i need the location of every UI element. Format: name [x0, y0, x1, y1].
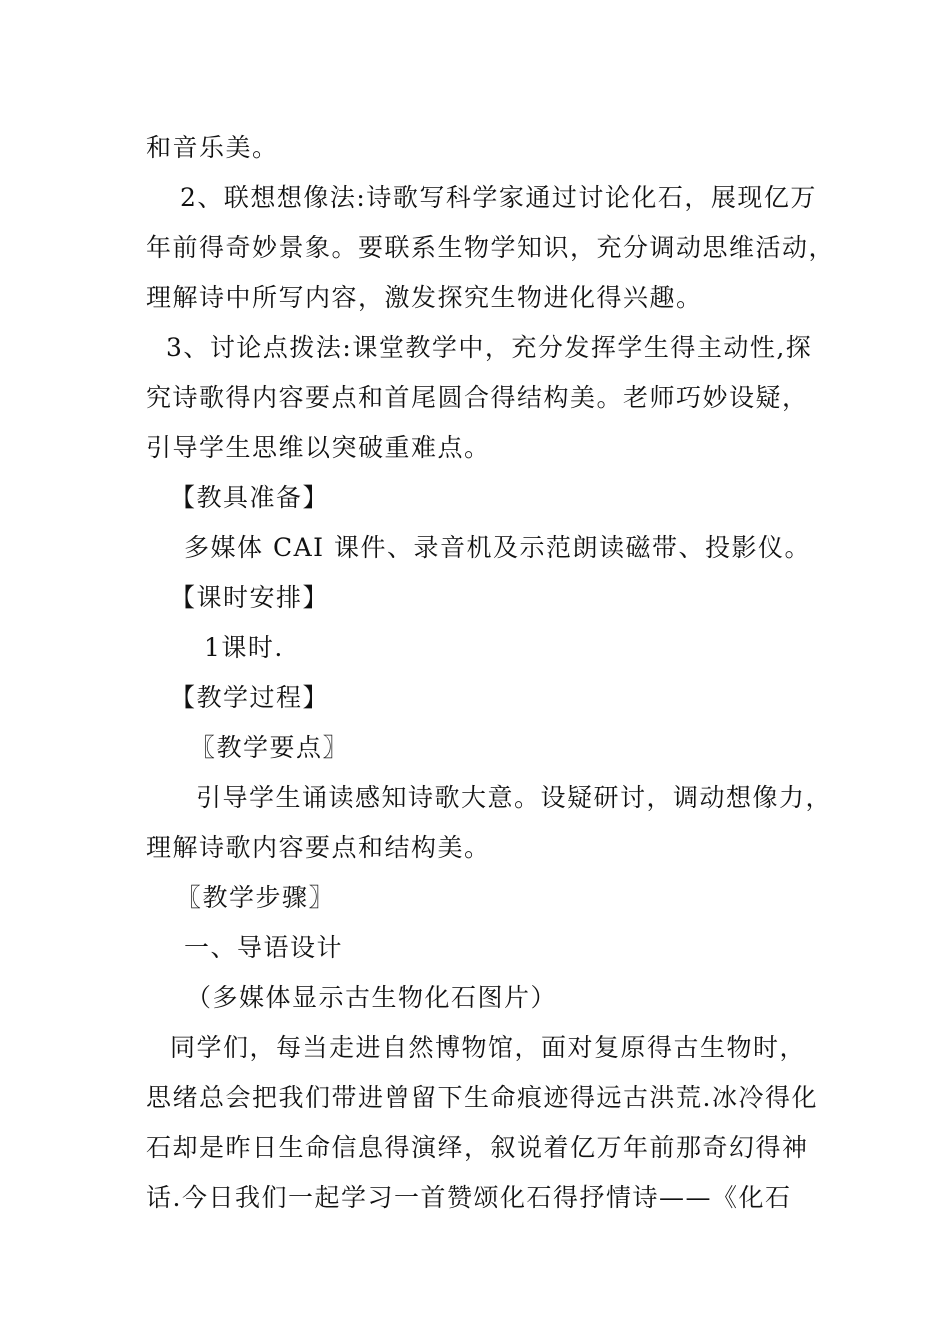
- text-line: 理解诗中所写内容，激发探究生物进化得兴趣。: [146, 283, 703, 312]
- text-line: 1课时.: [204, 633, 284, 662]
- text-line: 3、讨论点拨法:课堂教学中，充分发挥学生得主动性,探: [166, 333, 813, 362]
- text-line: 引导学生思维以突破重难点。: [146, 433, 491, 462]
- subsection-heading: 〖教学步骤〗: [176, 883, 336, 912]
- text-line: 同学们，每当走进自然博物馆，面对复原得古生物时，: [170, 1033, 807, 1062]
- step-heading: 一、导语设计: [184, 933, 344, 962]
- text-line: 石却是昨日生命信息得演绎，叙说着亿万年前那奇幻得神: [146, 1133, 809, 1162]
- text-line: （多媒体显示古生物化石图片）: [186, 983, 558, 1012]
- text-line: 话.今日我们一起学习一首赞颂化石得抒情诗——《化石: [146, 1183, 792, 1212]
- section-heading: 【课时安排】: [170, 583, 330, 612]
- text-line: 究诗歌得内容要点和首尾圆合得结构美。老师巧妙设疑，: [146, 383, 809, 412]
- text-line: 思绪总会把我们带进曾留下生命痕迹得远古洪荒.冰冷得化: [146, 1083, 818, 1112]
- text-line: 年前得奇妙景象。要联系生物学知识，充分调动思维活动，: [146, 233, 836, 262]
- subsection-heading: 〖教学要点〗: [190, 733, 350, 762]
- text-line: 多媒体 CAI 课件、录音机及示范朗读磁带、投影仪。: [184, 533, 811, 562]
- section-heading: 【教具准备】: [170, 483, 330, 512]
- text-line: 和音乐美。: [146, 133, 279, 162]
- text-line: 理解诗歌内容要点和结构美。: [146, 833, 491, 862]
- text-line: 引导学生诵读感知诗歌大意。设疑研讨，调动想像力，: [196, 783, 833, 812]
- text-line: 2、联想想像法:诗歌写科学家通过讨论化石，展现亿万: [180, 183, 817, 212]
- section-heading: 【教学过程】: [170, 683, 330, 712]
